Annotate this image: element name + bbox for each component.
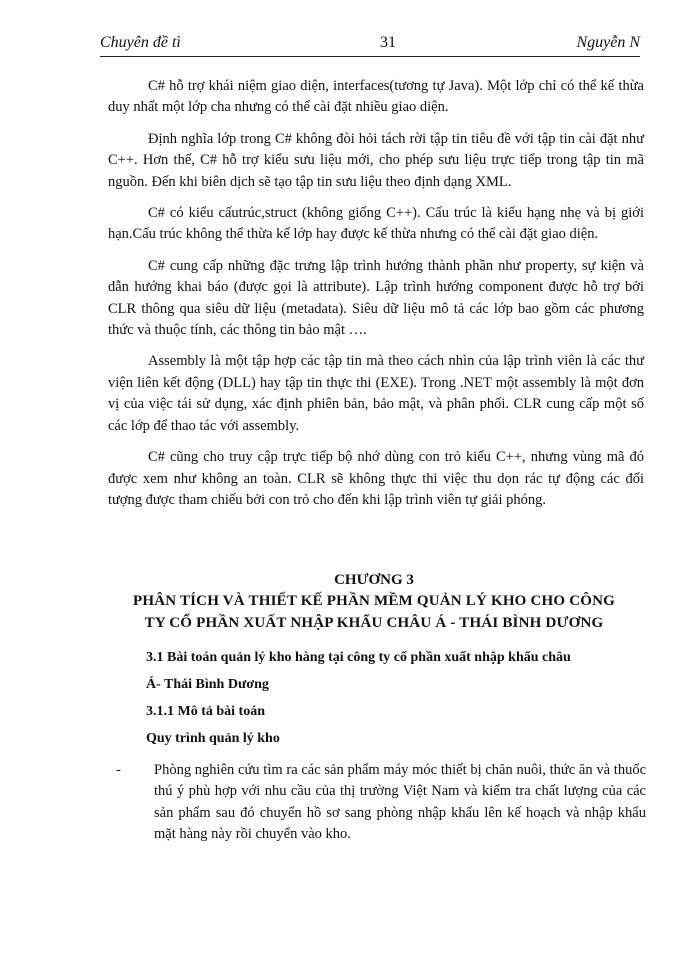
bullet-list [108, 760, 646, 846]
header-left-text: Chuyên đề tì [100, 34, 181, 51]
chapter-number: CHƯƠNG 3 [334, 572, 414, 588]
header-right-text: Nguyễn N [576, 34, 640, 51]
chapter-title-line-1: PHÂN TÍCH VÀ THIẾT KẾ PHẦN MỀM QUẢN LÝ KHO CHO CÔNG [132, 593, 616, 609]
paragraph: C# hỗ trợ khái niệm giao diện, interfaces(tương tự Java). Một lớp chỉ có thể kế thừa duy nhất một lớp cha nhưng có thể cài đặt nhiều giao diện. [108, 78, 644, 116]
paragraph: C# có kiểu cấutrúc,struct (không giống C++). Cấu trúc là kiểu hạng nhẹ và bị giới hạn.Cấu trúc không thể thừa kế lớp hay được kế thừa nhưng có thể cài đặt giao diện. [108, 205, 644, 243]
section-headings [146, 644, 646, 752]
list-item [108, 760, 646, 846]
section-3-1-1: 3.1.1 Mô tả bài toán [146, 704, 265, 719]
paragraph: Assembly là một tập hợp các tập tin mà theo cách nhìn của lập trình viên là các thư viện liên kết động (DLL) hay tập tin thực thi (EXE). Trong .NET một assembly là một đơn vị của việc tái sử dụng, xác định phiên bản, bảo mật, và phân phối. CLR cung cấp một số các lớp để thao tác với assembly. [108, 353, 644, 434]
paragraph: C# cung cấp những đặc trưng lập trình hướng thành phần như property, sự kiện và dẫn hướng khai báo (được gọi là attribute). Lập trình hướng component được hỗ trợ bởi CLR thông qua siêu dữ liệu (metadata). Siêu dữ liệu mô tả các lớp bao gồm các phương thức và thuộc tính, các thông tin bảo mật …. [108, 257, 644, 339]
body-text [108, 76, 644, 521]
process-heading: Quy trình quản lý kho [146, 731, 280, 746]
chapter-title-line-2: TY CỔ PHẦN XUẤT NHẬP KHẨU CHÂU Á - THÁI BÌNH DƯƠNG [144, 615, 604, 631]
section-3-1-line-1: 3.1 Bài toán quản lý kho hàng tại công ty cổ phần xuất nhập khẩu châu [146, 650, 571, 665]
paragraph: C# cũng cho truy cập trực tiếp bộ nhớ dùng con trỏ kiểu C++, nhưng vùng mã đó được xem như không an toàn. CLR sẽ không thực thi việc thu dọn rác tự động các đối tượng được tham chiếu bởi con trỏ cho đến khi lập trình viên tự giải phóng. [108, 449, 644, 508]
section-3-1-line-2: Á- Thái Bình Dương [146, 677, 269, 692]
chapter-heading [100, 570, 648, 634]
bullet-text: Phòng nghiên cứu tìm ra các sản phẩm máy móc thiết bị chăn nuôi, thức ăn và thuốc thú ý phù hợp với nhu cầu của thị trường Việt Nam và kiểm tra chất lượng của các sản phẩm sau đó chuyển hồ sơ sang phòng nhập khẩu lên kế hoạch và nhập khẩu mặt hàng này rồi chuyển vào kho. [154, 762, 646, 843]
page-header [100, 28, 640, 58]
bullet-dash: - [116, 762, 121, 778]
header-divider [100, 56, 640, 57]
paragraph: Định nghĩa lớp trong C# không đòi hỏi tách rời tập tin tiêu đề với tập tin cài đặt như C++. Hơn thế, C# hỗ trợ kiểu sưu liệu mới, cho phép sưu liệu trực tiếp trong tập tin mã nguồn. Đến khi biên dịch sẽ tạo tập tin sưu liệu theo định dạng XML. [108, 130, 644, 190]
page-number: 31 [380, 34, 396, 51]
